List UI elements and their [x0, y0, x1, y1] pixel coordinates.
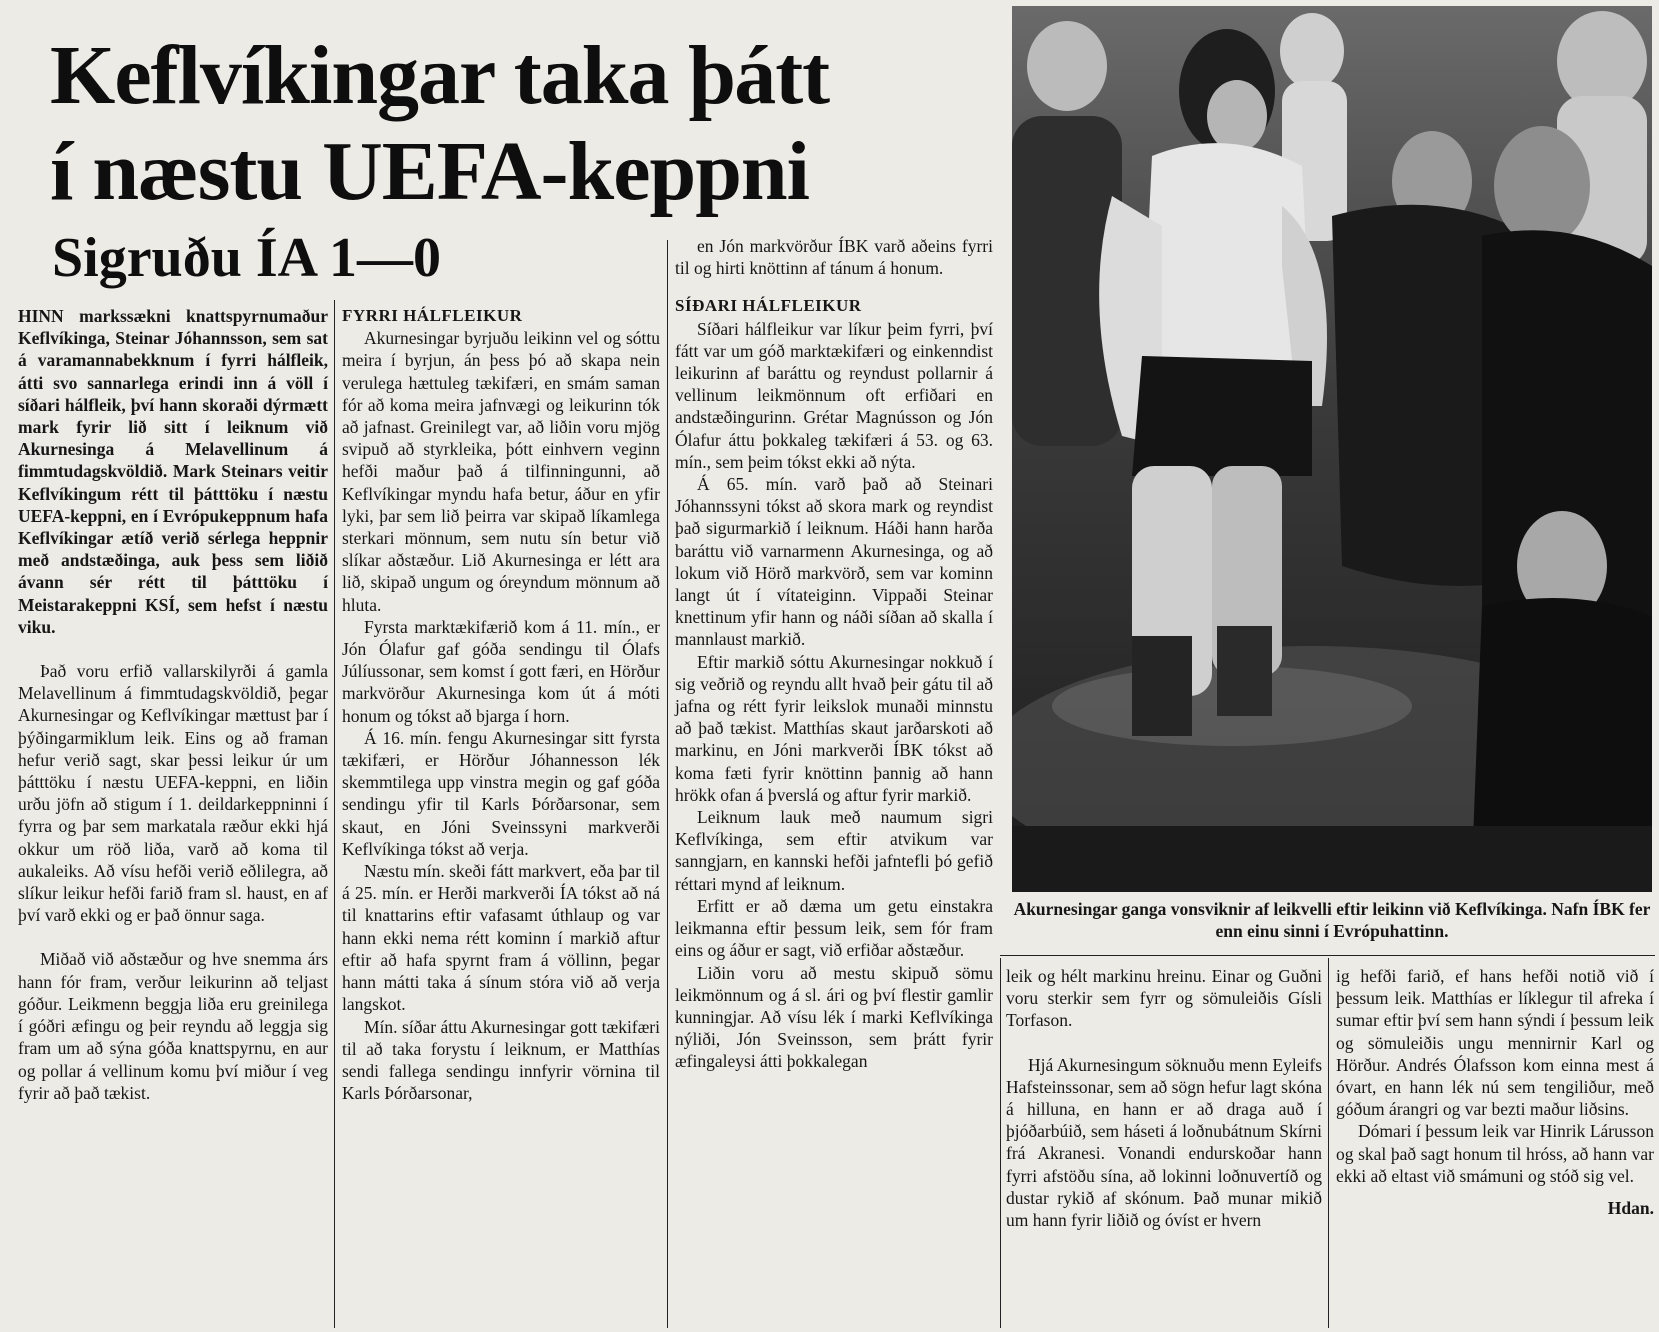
headline-line-2: í næstu UEFA-keppni [50, 125, 809, 218]
body-paragraph: Akurnesingar byrjuðu leikinn vel og sóttu meira í byrjun, án þess þó að skapa nein verulega hættuleg tækifæri, en smám saman fór að koma meira jafnvægi og leikurinn tók að jafnast. Greinilegt var, að liðin voru mjög svipuð að styrkleika, þótt einhvern veginn hefði maður það á tilfinningunni, að Keflvíkingar myndu hafa betur, áður en yfir lyki, þar sem lið þeirra var skipað líkamlega sterkari mönnum, sem nutu sín betur við slíkar aðstæður. Lið Akurnesinga er létt ara lið, skipað ungum og óreyndum mönnum að hluta. [342, 328, 660, 615]
column-rule [667, 240, 668, 1328]
section-heading-second-half: SÍÐARI HÁLFLEIKUR [675, 296, 862, 316]
body-paragraph: leik og hélt markinu hreinu. Einar og Guðni voru sterkir sem fyrr og sömuleiðis Gísli Torfason. [1006, 966, 1322, 1031]
body-paragraph: Eftir markið sóttu Akurnesingar nokkuð í sig veðrið og reyndu allt hvað þeir gátu til að jafna og rétt fyrir leikslok munaði minnstu að það tækist. Matthías skaut jarðarskoti að markinu, en Jóni markverði ÍBK tókst að koma fæti fyrir knöttinn þannig að hann hrökk ofan á þverslá og aftur fyrir markið. [675, 651, 993, 805]
body-paragraph: ig hefði farið, ef hans hefði notið við í þessum leik. Matthías er líklegur til afreka í sumar eftir því sem hann sýndi í þessum leik og sömuleiðis ungu mennirnir Karl og Hörður. Andrés Ólafsson kom einna mest á óvart, en hann lék nú sem tengiliður, með góðum árangri og var bezti maður liðsins. [1336, 966, 1654, 1120]
match-photo [1012, 6, 1652, 892]
author-signature: Hdan. [1607, 1198, 1654, 1219]
subheadline: Sigruðu ÍA 1—0 [52, 227, 441, 289]
players-photo-illustration [1012, 6, 1652, 892]
body-paragraph: Erfitt er að dæma um getu einstakra leikmanna eftir þessum leik, sem fór fram eins og áður er sagt, við erfiðar aðstæður. [675, 895, 993, 961]
article-column-2 [342, 305, 660, 1104]
body-paragraph: Á 65. mín. varð það að Steinari Jóhannssyni tókst að skora mark og reyndist það sigurmarkið í leiknum. Háði hann harða baráttu við varnarmenn Akurnesinga, og að lokum við Hörð markvörð, sem var kominn langt út í vítateiginn. Vippaði Steinar knettinum yfir hann og náði síðan að skalla í mannlaust markið. [675, 474, 993, 650]
body-paragraph: Hjá Akurnesingum söknuðu menn Eyleifs Hafsteinssonar, sem að sögn hefur lagt skóna á hilluna, en hann er að draga auð í þjóðarbúið, sem háseti á loðnubátnum Skírni frá Akranesi. Vonandi endurskoðar hann fyrri afstöðu sína, að lokinni loðnuvertíð og dustar rykið af skónum. Það munar mikið um hann fyrir liðið og óvíst er hvern [1006, 1054, 1322, 1231]
headline [50, 28, 1010, 220]
caption-rule [1000, 955, 1655, 956]
body-paragraph: en Jón markvörður ÍBK varð aðeins fyrri til og hirti knöttinn af tánum á honum. [675, 236, 993, 279]
body-paragraph: Mín. síðar áttu Akurnesingar gott tækifæri til að taka forystu í leiknum, er Matthías sendi fallega sendingu innfyrir vörnina til Karls Þórðarsonar, [342, 1016, 660, 1104]
body-paragraph: Dómari í þessum leik var Hinrik Lárusson og skal það sagt honum til hróss, að hann var ekki að eltast við smámuni og stóð sig vel. [1336, 1121, 1654, 1186]
body-paragraph: Á 16. mín. fengu Akurnesingar sitt fyrsta tækifæri, er Hörður Jóhannesson lék skemmtilega upp vinstra megin og gaf góða sendingu yfir til Karls Þórðarsonar, sem skaut, en Jóni Sveinssyni markverði Keflvíkinga tókst að verja. [342, 727, 660, 859]
section-heading-first-half: FYRRI HÁLFLEIKUR [342, 306, 523, 325]
body-paragraph: Fyrsta marktækifærið kom á 11. mín., er Jón Ólafur gaf góða sendingu til Ólafs Júlíussonar, sem komst í gott færi, en Hörður markvörður Akurnesinga kom út á móti honum og tókst að bjarga í horn. [342, 616, 660, 726]
article-column-3 [675, 235, 993, 1073]
column-rule [1328, 958, 1329, 1328]
article-column-4 [1006, 965, 1322, 1231]
body-paragraph: Síðari hálfleikur var líkur þeim fyrri, því fátt var um góð marktækifæri og einkenndist leikurinn af baráttu og reyndust pollarnir á vellinum leikmönnum oft erfiðari en andstæðingurinn. Grétar Magnússon og Jón Ólafur áttu þokkaleg tækifæri á 53. og 63. mín., sem þeim tókst ekki að nýta. [675, 318, 993, 472]
column-rule [1000, 958, 1001, 1328]
article-column-1 [18, 305, 328, 1104]
column-rule [334, 300, 335, 1328]
body-paragraph: Liðin voru að mestu skipuð sömu leikmönnum og á sl. ári og því flestir gamlir kunningjar. Að vísu lék í marki Keflvíkinga nýliði, Jón Sveinsson, sem þrátt fyrir æfingaleysi átti þokkalegan [675, 962, 993, 1072]
body-paragraph: Miðað við aðstæður og hve snemma árs hann fór fram, verður leikurinn að teljast góður. Leikmenn beggja liða eru greinilega í góðri æfingu og þeir reyndu að leggja sig fram um að sýna góða knattspyrnu, en aur og pollar á vellinum komu því miður í veg fyrir að það tækist. [18, 949, 328, 1103]
body-paragraph: Það voru erfið vallarskilyrði á gamla Melavellinum á fimmtudagskvöldið, þegar Akurnesingar og Keflvíkingar mættust þar í þýðingarmiklum leik. Eins og að framan hefur verið sagt, skar þessi leikur úr um þátttöku í næstu UEFA-keppni, en liðin urðu jöfn að stigum í 1. deildarkeppninni í fyrra og þar sem markatala ræður ekki hjá okkur um röð liða, varð að koma til aukaleiks. Að vísu hefði verið eðlilegra, að slíkur leikur hefði farið fram sl. haust, en af því varð ekki og er það önnur saga. [18, 661, 328, 926]
body-paragraph: Leiknum lauk með naumum sigri Keflvíkinga, sem eftir atvikum var sanngjarn, en kannski hefði jafntefli þó gefið réttari mynd af leiknum. [675, 807, 993, 894]
lead-paragraph: HINN markssækni knattspyrnumaður Keflvíkinga, Steinar Jóhannsson, sem sat á varamannabekknum í fyrri hálfleik, átti svo sannarlega erindi inn á völl í síðari hálfleik, því hann skoraði dýrmætt mark fyrir lið sitt í leiknum við Akurnesinga á Melavellinum á fimmtudagskvöldið. Mark Steinars veitir Keflvíkingum rétt til þátttöku í næstu UEFA-keppni, en í Evrópukeppnum hafa Keflvíkingar ætíð verið sérlega heppnir með andstæðinga, auk þess sem liðið ávann sér rétt til þátttöku í Meistarakeppni KSÍ, sem hefst í næstu viku. [18, 306, 328, 637]
body-paragraph: Næstu mín. skeði fátt markvert, eða þar til á 25. mín. er Herði markverði ÍA tókst að ná til knattarins eftir vafasamt úthlaup og var hann ekki nema rétt kominn í markið aftur eftir að hafa spyrnt fram á völlinn, þegar hann mátti taka á sínum stóra við að verja langskot. [342, 861, 660, 1015]
article-column-5 [1336, 965, 1654, 1219]
headline-line-1: Keflvíkingar taka þátt [50, 29, 830, 122]
photo-caption: Akurnesingar ganga vonsviknir af leikvelli eftir leikinn við Keflvíkinga. Nafn ÍBK fer enn einu sinni í Evrópuhattinn. [1013, 899, 1651, 941]
